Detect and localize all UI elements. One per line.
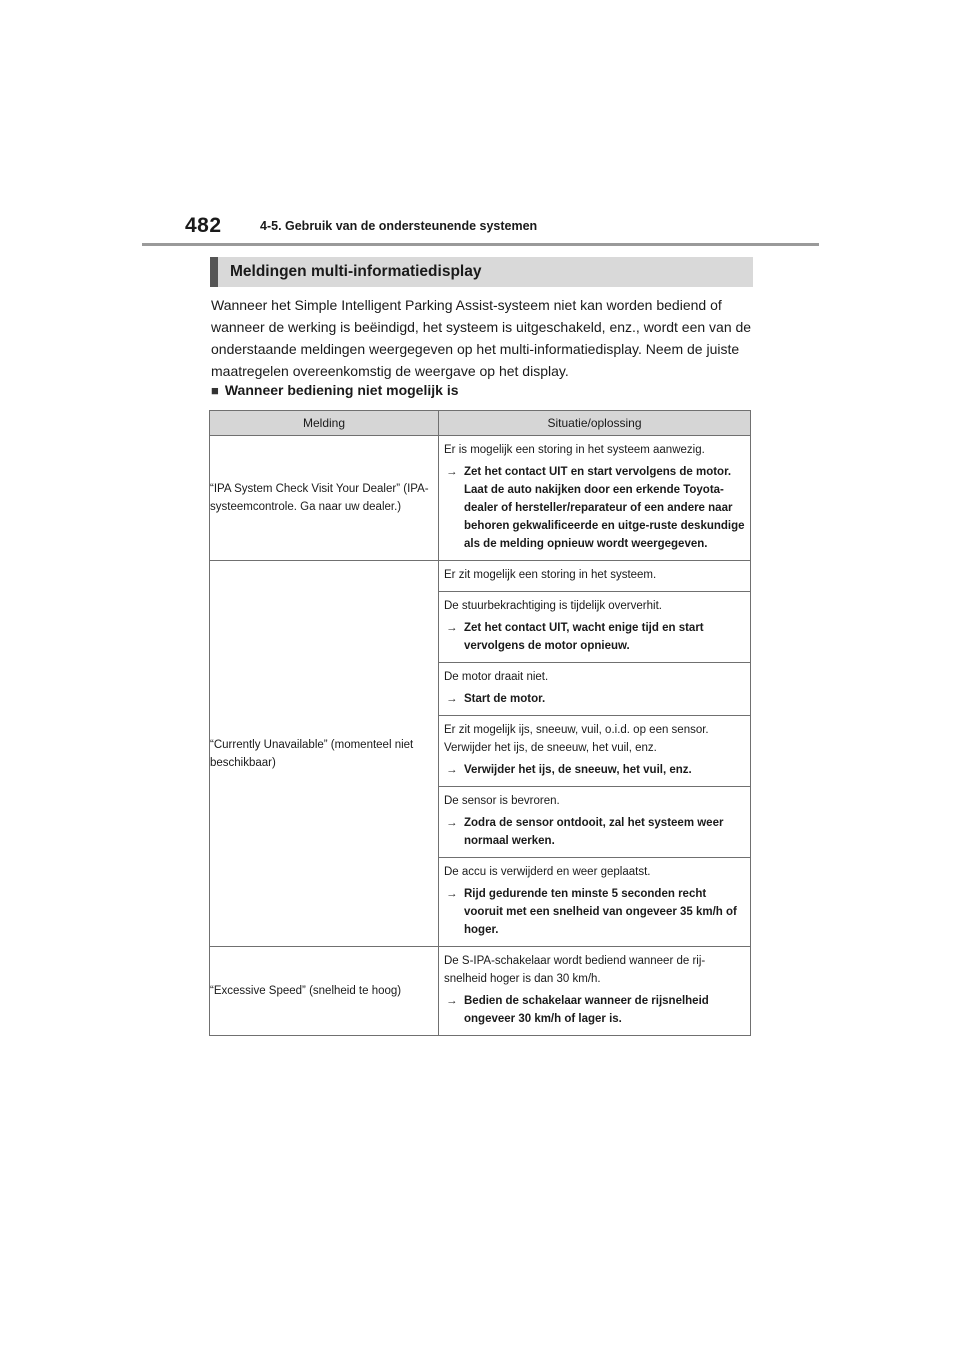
intro-paragraph: Wanneer het Simple Intelligent Parking Assist-systeem niet kan worden bediend of wanneer de werking is beëindigd, het systeem is uitgeschakeld, enz., wordt een van de onderstaande meldingen weergegeven op het multi-informatiedisplay. Neem de juiste maatregelen overeenkomstig de weergave op het display. bbox=[211, 297, 752, 379]
situation-item bbox=[439, 662, 750, 715]
arrow-right-icon: → bbox=[446, 466, 458, 478]
messages-table bbox=[209, 410, 751, 1036]
square-bullet-icon: ■ bbox=[211, 383, 219, 398]
situation-description: Er is mogelijk een storing in het systeem aanwezig. bbox=[444, 444, 705, 456]
situation-item bbox=[439, 857, 750, 946]
situation-description: De sensor is bevroren. bbox=[444, 795, 560, 807]
situation-cell bbox=[439, 947, 751, 1036]
arrow-right-icon: → bbox=[446, 622, 458, 634]
header-divider bbox=[142, 243, 819, 246]
situation-action-text: Bedien de schakelaar wanneer de rijsnelheid ongeveer 30 km/h of lager is. bbox=[464, 995, 709, 1025]
subheading bbox=[211, 380, 459, 401]
situation-cell bbox=[439, 561, 751, 947]
situation-action-text: Zet het contact UIT en start vervolgens de motor. Laat de auto nakijken door een erkende Toyota-dealer of hersteller/reparateur of een andere naar behoren gekwalificeerde en uitge-ruste deskundige als de melding opnieuw wordt weergegeven. bbox=[464, 466, 745, 550]
table-header-row bbox=[210, 411, 751, 436]
table-body bbox=[210, 436, 751, 1036]
situation-cell bbox=[439, 436, 751, 561]
situation-description: De stuurbekrachtiging is tijdelijk oververhit. bbox=[444, 600, 662, 612]
situation-description: De accu is verwijderd en weer geplaatst. bbox=[444, 866, 651, 878]
table-row bbox=[210, 436, 751, 561]
situation-action bbox=[444, 814, 745, 850]
message-cell: “IPA System Check Visit Your Dealer” (IPA-systeemcontrole. Ga naar uw dealer.) bbox=[210, 436, 439, 561]
situation-description: De S-IPA-schakelaar wordt bediend wanneer de rij-snelheid hoger is dan 30 km/h. bbox=[444, 955, 706, 985]
situation-item bbox=[439, 786, 750, 857]
situation-action-text: Rijd gedurende ten minste 5 seconden recht vooruit met een snelheid van ongeveer 35 km/h of hoger. bbox=[464, 888, 737, 936]
arrow-right-icon: → bbox=[446, 817, 458, 829]
situation-item bbox=[439, 947, 750, 1035]
situation-description: Er zit mogelijk ijs, sneeuw, vuil, o.i.d. op een sensor. Verwijder het ijs, de sneeuw, het vuil, enz. bbox=[444, 724, 709, 754]
box-title: Meldingen multi-informatiedisplay bbox=[210, 257, 753, 287]
situation-item bbox=[439, 561, 750, 591]
situation-description: Er zit mogelijk een storing in het systeem. bbox=[444, 569, 657, 581]
situation-action bbox=[444, 619, 745, 655]
arrow-right-icon: → bbox=[446, 995, 458, 1007]
situation-action-text: Verwijder het ijs, de sneeuw, het vuil, enz. bbox=[464, 764, 692, 776]
situation-description: De motor draait niet. bbox=[444, 671, 549, 683]
situation-item bbox=[439, 715, 750, 786]
column-header-situatie: Situatie/oplossing bbox=[439, 411, 751, 436]
message-cell: “Excessive Speed” (snelheid te hoog) bbox=[210, 947, 439, 1036]
situation-item bbox=[439, 436, 750, 560]
situation-action-text: Start de motor. bbox=[464, 693, 546, 705]
column-header-melding: Melding bbox=[210, 411, 439, 436]
arrow-right-icon: → bbox=[446, 764, 458, 776]
situation-action bbox=[444, 463, 745, 553]
page-number: 482 bbox=[185, 214, 222, 237]
arrow-right-icon: → bbox=[446, 888, 458, 900]
situation-item bbox=[439, 591, 750, 662]
subheading-text: Wanneer bediening niet mogelijk is bbox=[224, 382, 459, 398]
situation-action bbox=[444, 690, 745, 708]
situation-action-text: Zet het contact UIT, wacht enige tijd en start vervolgens de motor opnieuw. bbox=[464, 622, 704, 652]
table-row bbox=[210, 561, 751, 947]
situation-action bbox=[444, 992, 745, 1028]
table-row bbox=[210, 947, 751, 1036]
message-cell: “Currently Unavailable” (momenteel niet beschikbaar) bbox=[210, 561, 439, 947]
situation-action bbox=[444, 885, 745, 939]
situation-action-text: Zodra de sensor ontdooit, zal het systeem weer normaal werken. bbox=[464, 817, 724, 847]
situation-action bbox=[444, 761, 745, 779]
arrow-right-icon: → bbox=[446, 693, 458, 705]
section-title: 4-5. Gebruik van de ondersteunende systemen bbox=[260, 219, 538, 233]
